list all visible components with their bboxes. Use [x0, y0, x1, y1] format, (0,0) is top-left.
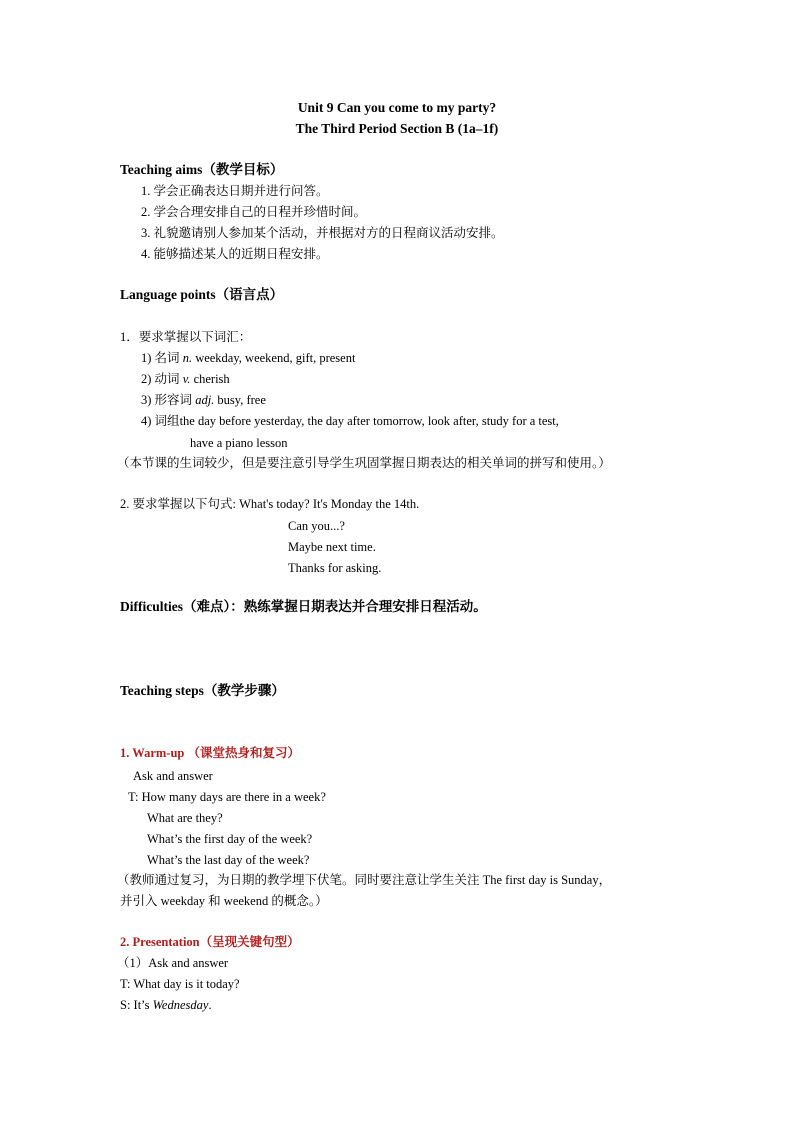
doc-title: Unit 9 Can you come to my party?	[297, 100, 497, 115]
vocab-item-2: 2) 动词 v. cherish	[141, 372, 230, 386]
aims-heading: Teaching aims（教学目标）	[120, 162, 284, 177]
aim-item-3: 3. 礼貌邀请别人参加某个活动，并根据对方的日程商议活动安排。	[141, 226, 504, 240]
steps-heading: Teaching steps（教学步骤）	[120, 683, 285, 698]
warmup-question-2: What are they?	[147, 811, 223, 825]
vocab-item-1: 1) 名词 n. weekday, weekend, gift, present	[141, 351, 356, 365]
language-heading: Language points（语言点）	[120, 287, 284, 302]
vocab-title: 1．要求掌握以下词汇：	[120, 330, 252, 344]
aim-item-4: 4. 能够描述某人的近期日程安排。	[141, 247, 329, 261]
aim-item-2: 2. 学会合理安排自己的日程并珍惜时间。	[141, 205, 367, 219]
vocab-note: （本节课的生词较少，但是要注意引导学生巩固掌握日期表达的相关单词的拼写和使用。）	[117, 456, 611, 470]
presentation-teacher-line: T: What day is it today?	[120, 977, 240, 991]
difficulties: Difficulties（难点）：熟练掌握日期表达并合理安排日程活动。	[120, 599, 487, 614]
doc-subtitle: The Third Period Section B (1a–1f)	[295, 121, 499, 136]
sentence-1: Can you...?	[288, 519, 345, 533]
warmup-title: 1. Warm-up （课堂热身和复习）	[120, 746, 300, 760]
warmup-question-3: What’s the first day of the week?	[147, 832, 313, 846]
sentence-3: Thanks for asking.	[288, 561, 382, 575]
warmup-subtitle: Ask and answer	[133, 769, 213, 783]
warmup-question-1: T: How many days are there in a week?	[128, 790, 326, 804]
sentence-title: 2. 要求掌握以下句式: What's today? It's Monday the 14th.	[120, 497, 420, 511]
vocab-item-3: 3) 形容词 adj. busy, free	[141, 393, 266, 407]
presentation-student-line: S: It’s Wednesday.	[120, 998, 212, 1012]
warmup-note-line-2: 并引入 weekday 和 weekend 的概念。）	[120, 894, 328, 908]
presentation-item: （1）Ask and answer	[117, 956, 229, 970]
vocab-item-4: 4) 词组the day before yesterday, the day after tomorrow, look after, study for a test,	[141, 414, 559, 428]
vocab-item-4-continued: have a piano lesson	[190, 436, 288, 450]
aim-item-1: 1. 学会正确表达日期并进行问答。	[141, 184, 329, 198]
warmup-question-4: What’s the last day of the week?	[147, 853, 310, 867]
warmup-note-line-1: （教师通过复习，为日期的教学埋下伏笔。同时要注意让学生关注 The first day is Sunday，	[117, 873, 612, 887]
presentation-title: 2. Presentation（呈现关键句型）	[120, 935, 300, 949]
sentence-2: Maybe next time.	[288, 540, 376, 554]
